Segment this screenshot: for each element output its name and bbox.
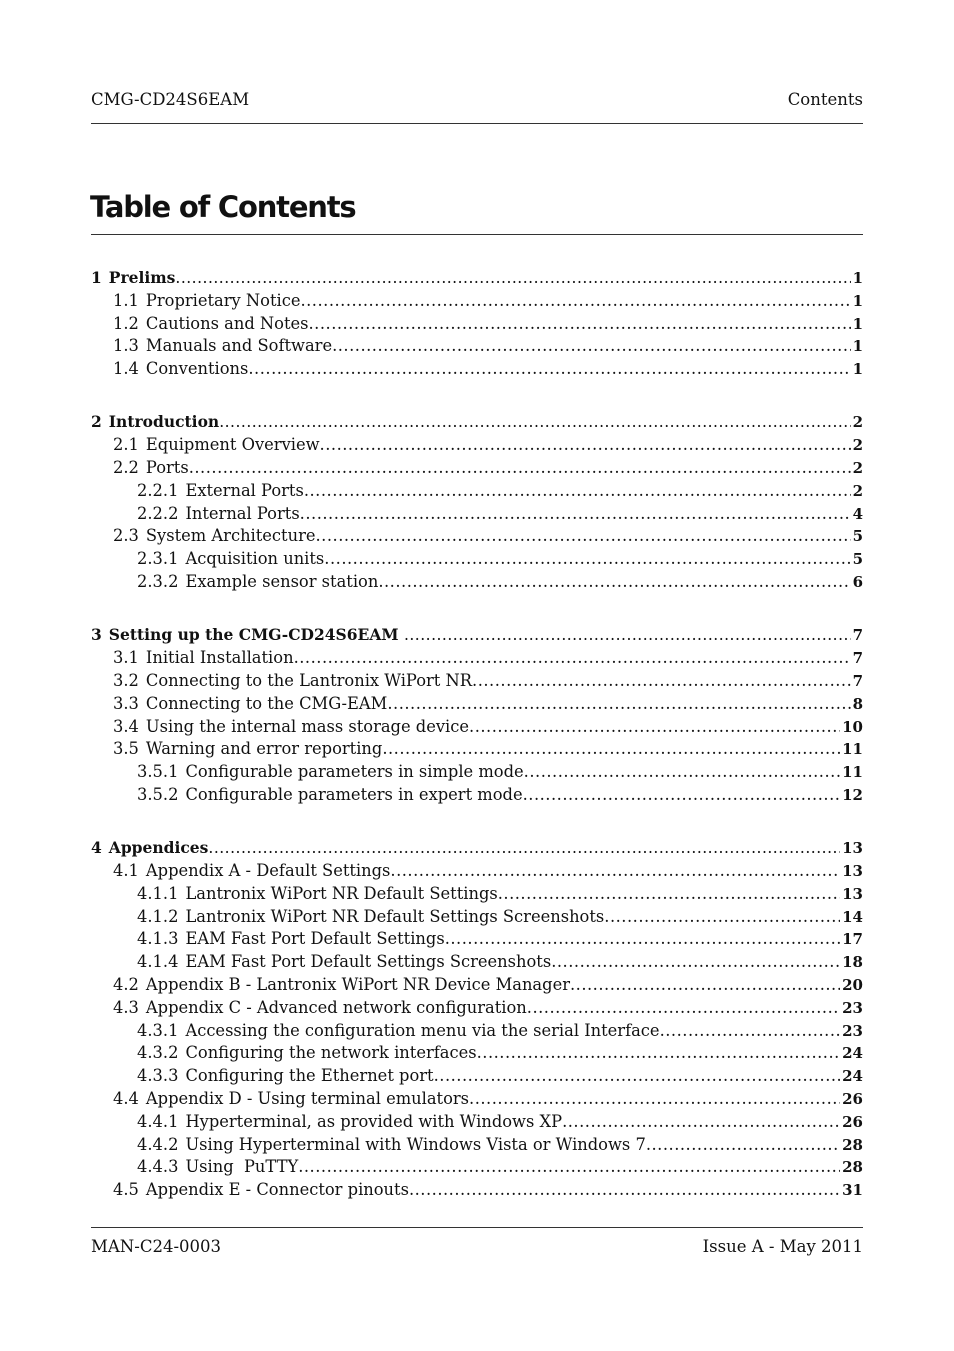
toc-entry-page: 1 — [852, 337, 863, 356]
toc-entry-page: 23 — [842, 1021, 863, 1040]
toc-entry-title: Using the internal mass storage device — [145, 716, 470, 736]
toc-dot-leader — [527, 997, 840, 1020]
header-section: Contents — [787, 90, 863, 109]
toc-entry-page: 18 — [842, 953, 863, 972]
toc-entry[interactable] — [91, 335, 863, 358]
toc-entry-number: 4.4.2 — [137, 1134, 179, 1154]
toc-dot-leader — [434, 1065, 841, 1088]
toc-entry-number: 3.5 — [113, 739, 139, 759]
toc-entry-title: Warning and error reporting — [145, 739, 383, 759]
toc-entry-title: Appendix E - Connector pinouts — [145, 1180, 409, 1200]
toc-entry-page: 14 — [842, 907, 863, 926]
toc-dot-leader — [208, 837, 840, 860]
toc-dot-leader — [298, 1156, 840, 1179]
toc-entry[interactable] — [91, 670, 863, 693]
toc-entry-page: 1 — [852, 360, 863, 379]
toc-dot-leader — [498, 883, 840, 906]
toc-entry-number: 4.1.2 — [137, 906, 179, 926]
toc-dot-leader — [477, 1042, 841, 1065]
section-gap — [91, 807, 863, 838]
toc-entry[interactable] — [91, 693, 863, 716]
toc-entry-title: Hyperterminal, as provided with Windows XP — [185, 1111, 563, 1131]
toc-entry-title: Configuring the Ethernet port — [185, 1066, 434, 1086]
toc-dot-leader — [378, 571, 850, 594]
toc-entry-title: System Architecture — [145, 526, 316, 546]
toc-entry-number: 2.3 — [113, 526, 139, 546]
toc-entry-number: 4.1.3 — [137, 929, 179, 949]
toc-entry-title: Ports — [145, 458, 189, 478]
toc-entry-page: 17 — [842, 930, 863, 949]
toc-entry-number: 3.1 — [113, 648, 139, 668]
toc-entry-page: 8 — [852, 694, 863, 713]
toc-entry-title: EAM Fast Port Default Settings Screenshots — [185, 952, 552, 972]
toc-entry[interactable] — [91, 411, 863, 434]
toc-entry-title: Accessing the configuration menu via the serial Interface — [185, 1020, 660, 1040]
toc-entry-page: 4 — [852, 504, 863, 523]
toc-entry-title: Example sensor station — [185, 572, 379, 592]
toc-entry-page: 13 — [842, 862, 863, 881]
toc-entry-page: 11 — [842, 740, 863, 759]
toc-entry-number: 3 — [91, 625, 102, 645]
toc-entry-title: Internal Ports — [185, 503, 300, 523]
toc-entry-number: 2.3.1 — [137, 549, 179, 569]
toc-entry-title: Appendix D - Using terminal emulators — [145, 1089, 470, 1108]
toc-entry[interactable] — [91, 525, 863, 548]
toc-dot-leader — [523, 784, 841, 807]
toc-dot-leader — [248, 358, 850, 381]
page-header — [91, 90, 863, 114]
toc-entry[interactable] — [91, 1065, 863, 1088]
toc-entry-page: 2 — [852, 459, 863, 478]
toc-entry[interactable] — [91, 716, 863, 739]
toc-entry-page: 26 — [842, 1112, 863, 1131]
toc-entry-number: 4.2 — [113, 975, 139, 995]
toc-entry-title: Appendices — [108, 838, 209, 858]
toc-entry-number: 4.3.2 — [137, 1043, 179, 1063]
toc-entry[interactable] — [91, 267, 863, 290]
toc-dot-leader — [551, 951, 840, 974]
toc-entry-number: 4.3.1 — [137, 1020, 179, 1040]
toc-dot-leader — [469, 1088, 840, 1111]
toc-entry[interactable] — [91, 480, 863, 503]
toc-entry-number: 3.3 — [113, 693, 139, 713]
toc-entry-page: 24 — [842, 1067, 863, 1086]
toc-entry-number: 4.4.3 — [137, 1157, 179, 1177]
toc-entry[interactable] — [91, 1134, 863, 1157]
toc-entry-title: Appendix C - Advanced network configuration — [145, 997, 527, 1017]
toc-entry-number: 4.3 — [113, 997, 139, 1017]
toc-entry-number: 1.3 — [113, 336, 139, 356]
toc-entry-title: Using PuTTY — [185, 1157, 299, 1177]
toc-entry-title: Acquisition units — [185, 549, 325, 569]
toc-entry-page: 13 — [842, 839, 863, 858]
toc-dot-leader — [320, 434, 851, 457]
toc-dot-leader — [390, 860, 840, 883]
toc-entry-title: EAM Fast Port Default Settings — [185, 929, 445, 949]
toc-entry[interactable] — [91, 837, 863, 860]
toc-entry-title: Introduction — [108, 412, 220, 432]
toc-entry-title: Appendix B - Lantronix WiPort NR Device Manager — [145, 975, 570, 995]
toc-entry[interactable] — [91, 548, 863, 571]
toc-entry[interactable] — [91, 1088, 863, 1111]
toc-entry-page: 28 — [842, 1158, 863, 1177]
toc-entry-page: 12 — [842, 785, 863, 804]
toc-dot-leader — [324, 548, 850, 571]
toc-entry-title: Using Hyperterminal with Windows Vista or Windows 7 — [185, 1134, 646, 1154]
header-rule — [91, 123, 863, 124]
toc-entry[interactable] — [91, 860, 863, 883]
toc-entry-title: Initial Installation — [145, 648, 294, 668]
footer-rule — [91, 1227, 863, 1228]
toc-dot-leader — [409, 1179, 840, 1202]
toc-entry-number: 2.3.2 — [137, 572, 179, 592]
toc-entry[interactable] — [91, 784, 863, 807]
toc-entry[interactable] — [91, 974, 863, 997]
toc-entry-page: 31 — [842, 1181, 863, 1200]
toc-dot-leader — [570, 974, 840, 997]
toc-dot-leader — [445, 928, 840, 951]
toc-entry-page: 23 — [842, 998, 863, 1017]
toc-entry-title: Proprietary Notice — [145, 290, 301, 310]
toc-entry-page: 20 — [842, 976, 863, 995]
toc-entry-number: 2.1 — [113, 435, 139, 455]
toc-dot-leader — [316, 525, 851, 548]
toc-entry-title: Configurable parameters in expert mode — [185, 784, 523, 804]
toc-entry-page: 26 — [842, 1090, 863, 1108]
toc-entry-page: 2 — [852, 436, 863, 455]
toc-entry-page: 11 — [842, 763, 863, 782]
section-gap — [91, 381, 863, 412]
toc-dot-leader — [387, 693, 850, 716]
toc-entry-number: 4.4 — [113, 1089, 139, 1108]
title-rule — [91, 234, 863, 235]
toc-entry[interactable] — [91, 571, 863, 594]
toc-entry-number: 4.1.4 — [137, 952, 179, 972]
toc-entry-title: Configurable parameters in simple mode — [185, 762, 524, 782]
toc-entry-number: 1.4 — [113, 359, 139, 379]
toc-entry-number: 4.1.1 — [137, 883, 179, 903]
toc-entry-page: 7 — [852, 671, 863, 690]
toc-entry-number: 1.2 — [113, 313, 139, 333]
toc-entry-page: 6 — [852, 573, 863, 592]
toc-entry[interactable] — [91, 1156, 863, 1179]
toc-entry-number: 4.1 — [113, 861, 139, 881]
toc-entry-page: 10 — [842, 717, 863, 736]
toc-entry[interactable] — [91, 358, 863, 381]
toc-entry-title: Lantronix WiPort NR Default Settings Screenshots — [185, 906, 605, 926]
toc-entry[interactable] — [91, 906, 863, 929]
toc-entry-number: 1 — [91, 268, 102, 287]
toc-entry-number: 4.4.1 — [137, 1111, 179, 1131]
toc-entry-title: Equipment Overview — [145, 435, 320, 455]
toc-entry[interactable] — [91, 928, 863, 951]
toc-dot-leader — [382, 738, 840, 761]
toc-dot-leader — [300, 503, 851, 526]
toc-entry[interactable] — [91, 761, 863, 784]
toc-entry[interactable] — [91, 1111, 863, 1134]
toc-entry-page: 13 — [842, 884, 863, 903]
toc-entry-title: Manuals and Software — [145, 336, 333, 356]
toc-entry[interactable] — [91, 1179, 863, 1202]
toc-entry[interactable] — [91, 1020, 863, 1043]
table-of-contents — [91, 267, 863, 1202]
toc-entry[interactable] — [91, 503, 863, 526]
toc-dot-leader — [646, 1134, 840, 1157]
header-doc-id: CMG-CD24S6EAM — [91, 90, 250, 109]
toc-entry[interactable] — [91, 738, 863, 761]
toc-dot-leader — [562, 1111, 840, 1134]
toc-entry-title: External Ports — [185, 480, 304, 500]
toc-entry-page: 1 — [852, 291, 863, 310]
toc-entry-title: Appendix A - Default Settings — [145, 861, 391, 881]
toc-entry-title: Cautions and Notes — [145, 313, 309, 333]
footer-issue: Issue A - May 2011 — [702, 1237, 863, 1256]
toc-entry-number: 3.5.1 — [137, 762, 179, 782]
toc-dot-leader — [294, 647, 851, 670]
toc-dot-leader — [524, 761, 840, 784]
toc-entry-title: Prelims — [108, 268, 176, 287]
toc-entry-number: 1.1 — [113, 290, 139, 310]
toc-entry-page: 5 — [852, 527, 863, 546]
toc-entry[interactable] — [91, 434, 863, 457]
toc-entry-page: 24 — [842, 1044, 863, 1063]
toc-dot-leader — [404, 624, 851, 647]
toc-entry-title: Lantronix WiPort NR Default Settings — [185, 883, 498, 903]
toc-dot-leader — [472, 670, 851, 693]
toc-entry-title: Connecting to the CMG-EAM — [145, 693, 388, 713]
toc-dot-leader — [304, 480, 851, 503]
toc-entry-page: 2 — [852, 481, 863, 500]
toc-entry-number: 4.3.3 — [137, 1066, 179, 1086]
toc-entry-number: 2.2.1 — [137, 480, 179, 500]
toc-entry[interactable] — [91, 883, 863, 906]
toc-entry[interactable] — [91, 457, 863, 480]
toc-entry-page: 5 — [852, 550, 863, 569]
toc-entry-number: 4 — [91, 838, 102, 858]
toc-entry-number: 2.2 — [113, 458, 139, 478]
page-footer — [91, 1237, 863, 1261]
toc-entry[interactable] — [91, 951, 863, 974]
toc-entry-page: 28 — [842, 1135, 863, 1154]
toc-entry-number: 2.2.2 — [137, 503, 179, 523]
toc-dot-leader — [604, 906, 840, 929]
toc-entry-title: Configuring the network interfaces — [185, 1043, 477, 1063]
toc-entry-page: 7 — [852, 626, 863, 645]
toc-entry-number: 3.2 — [113, 670, 139, 690]
toc-entry-title: Setting up the CMG-CD24S6EAM — [108, 625, 404, 645]
toc-entry-page: 7 — [852, 649, 863, 668]
toc-entry[interactable] — [91, 290, 863, 313]
toc-entry[interactable] — [91, 624, 863, 647]
toc-entry-page: 1 — [852, 314, 863, 333]
toc-dot-leader — [660, 1020, 841, 1043]
toc-dot-leader — [175, 267, 850, 290]
toc-entry-page: 1 — [852, 269, 863, 287]
page-title: Table of Contents — [90, 190, 356, 224]
toc-entry-number: 2 — [91, 412, 102, 432]
toc-dot-leader — [332, 335, 850, 358]
toc-dot-leader — [189, 457, 851, 480]
toc-entry[interactable] — [91, 1042, 863, 1065]
toc-entry-number: 4.5 — [113, 1180, 139, 1200]
toc-dot-leader — [300, 290, 850, 313]
toc-dot-leader — [219, 411, 850, 434]
toc-entry-title: Conventions — [145, 359, 249, 379]
toc-entry-title: Connecting to the Lantronix WiPort NR — [145, 670, 473, 690]
section-gap — [91, 594, 863, 625]
toc-entry-page: 2 — [852, 413, 863, 432]
toc-entry-number: 3.4 — [113, 716, 139, 736]
toc-entry[interactable] — [91, 313, 863, 336]
toc-dot-leader — [469, 716, 840, 739]
footer-doc-number: MAN-C24-0003 — [91, 1237, 222, 1256]
toc-entry-number: 3.5.2 — [137, 784, 179, 804]
toc-entry[interactable] — [91, 997, 863, 1020]
toc-entry[interactable] — [91, 647, 863, 670]
toc-dot-leader — [309, 313, 851, 336]
